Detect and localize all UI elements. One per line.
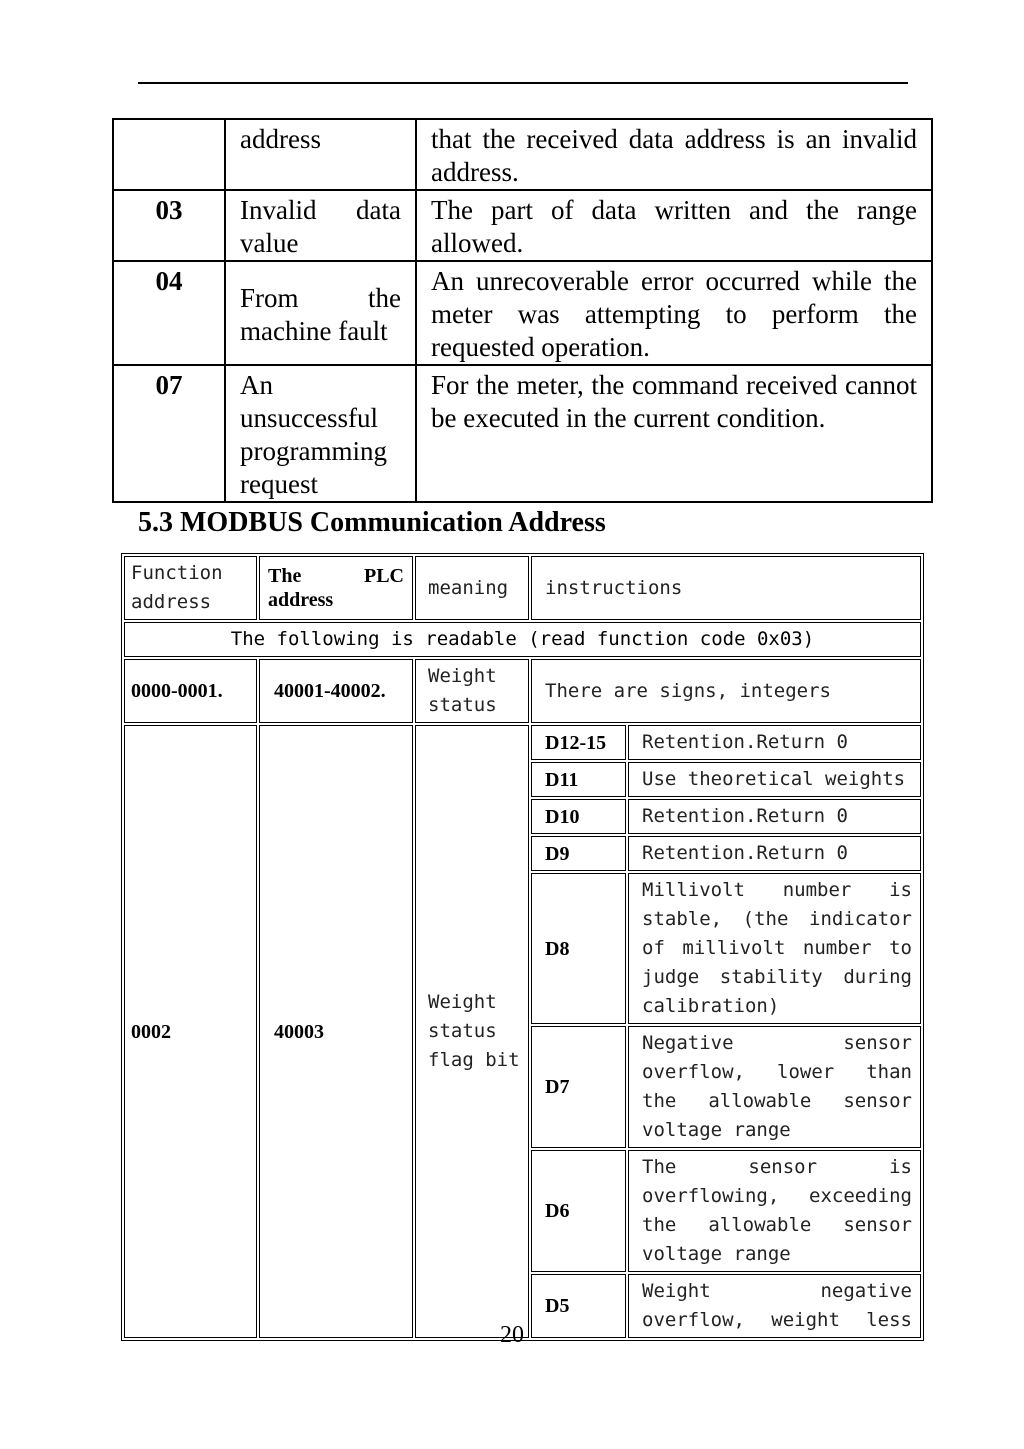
table-row bbox=[113, 261, 932, 365]
exception-code bbox=[113, 119, 225, 190]
exception-code-table bbox=[112, 118, 933, 503]
exception-description: that the received data address is an invalid address. bbox=[416, 119, 932, 190]
section-heading: 5.3 MODBUS Communication Address bbox=[138, 507, 606, 538]
exception-name: address bbox=[225, 119, 416, 190]
bit-description: Weight negative overflow, weight less bbox=[628, 1274, 921, 1338]
bit-description: The sensor is overflowing, exceeding the allowable sensor voltage range bbox=[628, 1150, 921, 1272]
bit-label: D10 bbox=[531, 799, 626, 834]
table-header-row bbox=[124, 556, 921, 620]
exception-code: 04 bbox=[113, 261, 225, 365]
table-row bbox=[124, 622, 921, 657]
bit-description: Negative sensor overflow, lower than the allowable sensor voltage range bbox=[628, 1026, 921, 1148]
bit-label: D11 bbox=[531, 762, 626, 797]
exception-code: 07 bbox=[113, 365, 225, 502]
bit-label: D8 bbox=[531, 873, 626, 1024]
bit-description: Retention.Return 0 bbox=[628, 836, 921, 871]
header-instructions: instructions bbox=[531, 556, 921, 620]
table-row bbox=[124, 725, 921, 760]
exception-description: An unrecoverable error occurred while the meter was attempting to perform the requested operation. bbox=[416, 261, 932, 365]
function-address-cell: 0002 bbox=[124, 725, 257, 1338]
exception-name: An unsuccessful programming request bbox=[225, 365, 416, 502]
bit-label: D12-15 bbox=[531, 725, 626, 760]
function-address-cell: 0000-0001. bbox=[124, 659, 257, 723]
table-row bbox=[113, 119, 932, 190]
header-meaning: meaning bbox=[415, 556, 529, 620]
exception-description: The part of data written and the range allowed. bbox=[416, 190, 932, 261]
bit-label: D6 bbox=[531, 1150, 626, 1272]
exception-name: From the machine fault bbox=[225, 261, 416, 365]
bit-label: D5 bbox=[531, 1274, 626, 1338]
table-row bbox=[113, 365, 932, 502]
bit-label: D9 bbox=[531, 836, 626, 871]
header-function-address: Function address bbox=[124, 556, 257, 620]
readable-note: The following is readable (read function code 0x03) bbox=[124, 622, 921, 657]
table-row bbox=[113, 190, 932, 261]
bit-description: Retention.Return 0 bbox=[628, 799, 921, 834]
meaning-cell: Weight status bbox=[415, 659, 529, 723]
bit-description: Millivolt number is stable, (the indicator of millivolt number to judge stability during calibration) bbox=[628, 873, 921, 1024]
exception-code: 03 bbox=[113, 190, 225, 261]
plc-address-cell: 40001-40002. bbox=[259, 659, 413, 723]
page-number: 20 bbox=[500, 1322, 524, 1348]
modbus-address-table bbox=[121, 553, 924, 1341]
bit-description: Retention.Return 0 bbox=[628, 725, 921, 760]
header-rule bbox=[138, 82, 908, 84]
meaning-cell: Weight status flag bit bbox=[415, 725, 529, 1338]
table-row bbox=[124, 659, 921, 723]
plc-address-cell: 40003 bbox=[259, 725, 413, 1338]
bit-label: D7 bbox=[531, 1026, 626, 1148]
exception-description: For the meter, the command received cannot be executed in the current condition. bbox=[416, 365, 932, 502]
header-plc-address: The PLC address bbox=[259, 556, 413, 620]
instructions-cell: There are signs, integers bbox=[531, 659, 921, 723]
bit-description: Use theoretical weights bbox=[628, 762, 921, 797]
exception-name: Invalid data value bbox=[225, 190, 416, 261]
